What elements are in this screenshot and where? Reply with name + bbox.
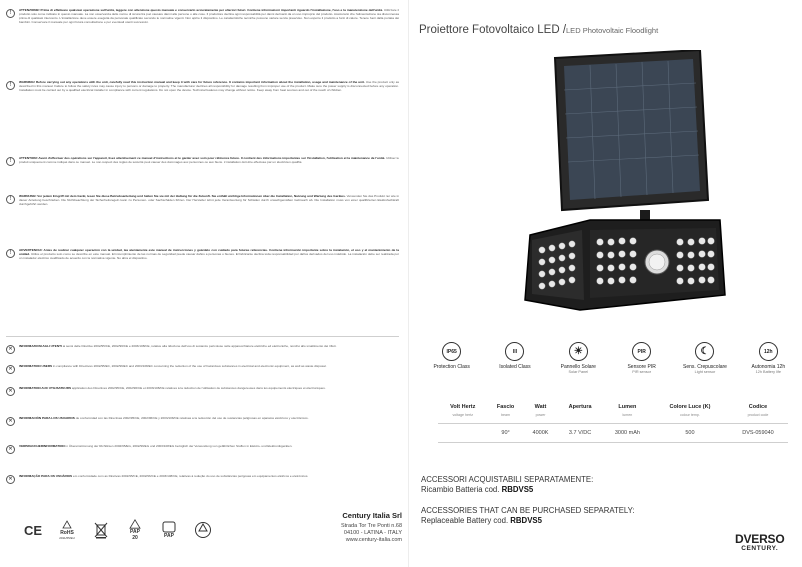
ip65-icon: IP65 bbox=[442, 342, 461, 361]
rohs-logo: RoHS 2011/65/EU bbox=[56, 519, 78, 541]
solar-panel-icon: ☀ bbox=[569, 342, 588, 361]
company-address: Strada Tor Tre Ponti n.68 04100 - LATINA - ITALY www.century-italia.com bbox=[340, 523, 402, 543]
divider bbox=[6, 336, 399, 337]
warnings-column bbox=[6, 8, 399, 508]
weee-icon bbox=[90, 519, 112, 541]
table-row: 90° 4000K 3.7 V/DC 3000 mAh 500 DVS-059040 bbox=[438, 424, 788, 443]
info-body: in Übereinstimmung der Richtlinien 2002/95/EG, 2002/96/EG und 2003/108/EG bezüglich der Verwendung von gefährlichen Stoffen in Elektro- und Elektronikgeräten. bbox=[65, 444, 293, 448]
info-es bbox=[6, 416, 309, 426]
bin-icon: ✕ bbox=[6, 345, 15, 354]
company-name: Century Italia Srl bbox=[342, 511, 402, 520]
warning-icon: ! bbox=[6, 157, 15, 166]
feature-isolated: III Isolated Class bbox=[483, 342, 546, 375]
warning-it bbox=[6, 8, 399, 24]
warning-icon: ! bbox=[6, 195, 15, 204]
product-title: Proiettore Fotovoltaico LED /LED Photovoltaic Floodlight bbox=[419, 24, 659, 36]
feature-autonomy: 12h Autonomia 12h 12h Battery life bbox=[737, 342, 800, 375]
battery-icon: 12h bbox=[759, 342, 778, 361]
bin-icon: ✕ bbox=[6, 387, 15, 396]
feature-ip65: IP65 Protection Class bbox=[420, 342, 483, 375]
spec-table bbox=[438, 404, 788, 443]
bin-icon: ✕ bbox=[6, 365, 15, 374]
info-pt bbox=[6, 474, 308, 484]
ce-logo: CE bbox=[23, 522, 43, 538]
warning-icon: ! bbox=[6, 81, 15, 90]
warning-icon: ! bbox=[6, 9, 15, 18]
warning-body: Utiliser le produit uniquement comme indiqué dans ce manuel. Le non-respect des règles de sécurité peut causer des dommages aux personnes ou aux biens. L'installation doit être effectuée par un électricien qualifié. bbox=[19, 156, 399, 165]
company-info bbox=[306, 511, 402, 544]
info-title: INFORMATION USERS bbox=[19, 364, 53, 368]
certification-logos bbox=[22, 519, 214, 541]
light-sensor-icon: ☾ bbox=[695, 342, 714, 361]
warning-icon: ! bbox=[6, 249, 15, 258]
warning-title: ATTENTION! Avant d'effectuer des opérations sur l'appareil, lisez attentivement ce manuel d'instructions et le garder avec soin pour référence future. Il contient des informations importantes sur l'installation, l'utilisation et la maintenance de l'unité. bbox=[19, 156, 386, 160]
warning-de bbox=[6, 194, 399, 206]
info-body: ai sensi delle Direttive 2002/95/CE, 2002/96/CE e 2003/108/CE, relative alla riduzione dell'uso di sostanze pericolose nelle apparecchiature elettriche ed elettroniche, nonché allo smaltimento dei rifiuti. bbox=[62, 344, 337, 348]
product-image bbox=[520, 50, 730, 330]
info-title: INFORMAZIONI AGLI UTENTI bbox=[19, 344, 62, 348]
feature-twilight: ☾ Sens. Crepuscolare Light sensor bbox=[673, 342, 736, 375]
bin-icon: ✕ bbox=[6, 417, 15, 426]
info-body: de conformidad con las Directivas 2002/95/CE, 2002/96/CE y 2003/108/CE relativas a la reducción del uso de sustancias peligrosas en aparatos eléctricos y electrónicos. bbox=[75, 416, 309, 420]
info-body: in compliance with Directives 2002/95/EC, 2002/96/EC and 2003/108/EC concerning the reduction of the use of hazardous substances in electrical and electronic equipment, as well as waste disposal. bbox=[53, 364, 327, 368]
pir-sensor-icon: PIR bbox=[632, 342, 651, 361]
warning-en bbox=[6, 80, 399, 92]
info-body: application des Directives 2002/95/CE, 2002/96/CE et 2003/108/CE relatives à la réduction de l'utilisation de substances dangereuses dans les équipements électriques et électroniques. bbox=[71, 386, 326, 390]
column-divider bbox=[408, 0, 409, 567]
accessories-it: ACCESSORI ACQUISTABILI SEPARATAMENTE: Ricambio Batteria cod. RBDVS5 bbox=[421, 475, 594, 494]
info-title: INFORMACIÓN PARA LOS USUARIOS bbox=[19, 416, 75, 420]
pap20-icon: PAP 20 bbox=[124, 519, 146, 541]
warning-title: WARNUNG! Vor jedem Eingriff mit dem Gerät, lesen Sie diese Betriebsanleitung und halten Sie sie mit der Haltung für die Zukunft. Sie enthält wichtige Informationen über die Installation, Nutzung und Wartung des Gerätes. bbox=[19, 194, 346, 198]
isolated-class-icon: III bbox=[505, 342, 524, 361]
info-body: em conformidade com as Diretivas 2002/95/CE, 2002/96/CE e 2003/108/CE, relativas à redução do uso de substâncias perigosas em equipamentos elétricos e eletrónicos. bbox=[73, 474, 309, 478]
warning-fr bbox=[6, 156, 399, 166]
info-title: INFORMAÇÃO PARA OS USUÁRIOS bbox=[19, 474, 73, 478]
brand-logo: DVERSO CENTURY. bbox=[735, 532, 785, 552]
info-de bbox=[6, 444, 292, 454]
warning-es bbox=[6, 248, 399, 260]
feature-pir: PIR Sensore PIR PIR sensor bbox=[610, 342, 673, 375]
info-fr bbox=[6, 386, 326, 396]
recycle-icon bbox=[192, 519, 214, 541]
info-it bbox=[6, 344, 336, 354]
warning-body: Utilizzare il prodotto solo come indicato in questo manuale. La non osservanza delle norme di sicurezza può causare danni alle persone o alle cose. Il produttore declina ogni responsabilità per danni derivanti da un uso improprio del prodotto. Assicurarsi che l'alimentazione sia disconnessa prima di qualsiasi intervento. L'installazione deve essere eseguita da personale qualificato secondo le normative vigenti. Non aprire il dispositivo. Le caratteristiche tecniche possono variare senza preavviso. Non esporre il prodotto a fonti di calore. Tenere fuori dalla portata dei bambini. Conservare il manuale per ogni futura consultazione e per eventuali utenti successivi. bbox=[19, 8, 399, 25]
spec-subheader-row: voltage hertz beam power lumen colour temp. product code bbox=[438, 412, 788, 424]
bin-icon: ✕ bbox=[6, 445, 15, 454]
info-title: VERBRAUCHERINFORMATION bbox=[19, 444, 65, 448]
warning-title: ADVERTENCIA! Antes de realizar cualquier operación con la unidad, lea atentamente este manual de instrucciones y guárdelo con cuidado para futuras referencias. Contiene información importante sobre la instalación, el uso y el mantenimiento de la unidad. bbox=[19, 248, 399, 257]
warning-body: Use the product only as described in this manual. Failure to follow the safety rules may cause injury to persons or damage to property. The manufacturer declines all responsibility for damage resulting from improper use of the product. Make sure the power supply is disconnected before any operation. Installation must be carried out by a qualified electrical installer in compliance with current regulations. Do not open the device. Technical features may change without notice. Keep away from heat sources and out of the reach of children. bbox=[19, 80, 399, 93]
bin-icon: ✕ bbox=[6, 475, 15, 484]
feature-icons bbox=[420, 342, 800, 375]
info-en bbox=[6, 364, 326, 374]
info-title: INFORMATION AUX UTILISATEURS bbox=[19, 386, 72, 390]
feature-solar: ☀ Pannello Solare Solar Panel bbox=[547, 342, 610, 375]
spec-header-row: Volt Hertz Fascio Watt Apertura Lumen Colore Luce (K) Codice bbox=[450, 404, 768, 410]
warning-title: WARNING! Before carrying out any operations with the unit, carefully read this instruction manual and keep it with care for future reference. It contains important information about the installation, usage and maintenance of the unit. bbox=[19, 80, 365, 84]
warning-body: Utilice el producto solo como se describe en este manual. El incumplimiento de las normas de seguridad puede causar daños a personas o bienes. El fabricante declina toda responsabilidad por daños derivados del uso indebido. La instalación debe ser realizada por un instalador eléctrico cualificado de acuerdo con la normativa vigente. No abra el dispositivo. bbox=[19, 252, 399, 261]
warning-body: Verwenden Sie das Produkt nur wie in dieser Anleitung beschrieben. Die Nichtbeachtung der Sicherheitsregeln kann zu Personen- oder Sachschäden führen. Der Hersteller lehnt jede Verantwortung für Schäden durch unsachgemäßen Gebrauch ab. Die Installation muss von einer qualifizierten Elektrofachkraft durchgeführt werden. bbox=[19, 194, 399, 207]
pap-icon: PAP bbox=[158, 519, 180, 541]
warning-title: ATTENZIONE! Prima di effettuare qualsiasi operazione sull'unità, leggere con attenzione questo manuale e conservarlo accuratamente per ulteriori futuri. Contiene informazioni importanti riguardo l'installazione, l'uso e la manutenzione dell'unità. bbox=[19, 8, 383, 12]
accessories-en: ACCESSORIES THAT CAN BE PURCHASED SEPARATELY: Replaceable Battery cod. RBDVS5 bbox=[421, 506, 635, 525]
